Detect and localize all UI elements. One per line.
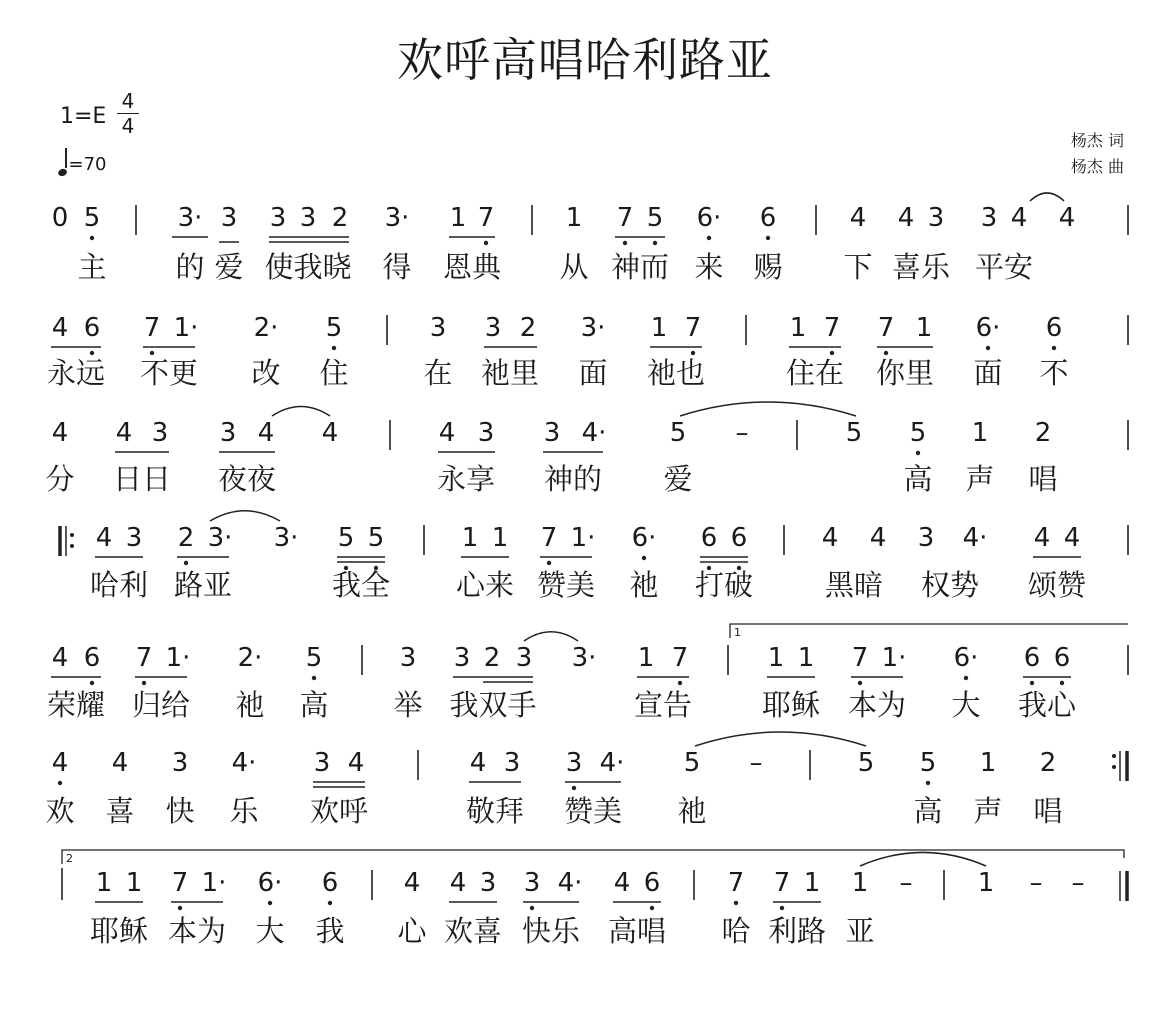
lyric: 不 xyxy=(1039,356,1069,390)
note: 3 xyxy=(503,748,521,778)
note: 3 xyxy=(515,643,533,673)
octave-dot xyxy=(678,681,682,685)
volta-1-label: 1 xyxy=(734,626,741,639)
note: 1· xyxy=(201,868,227,898)
note: 2 xyxy=(177,523,195,553)
note: 2· xyxy=(253,313,279,343)
lyric: 本为 xyxy=(167,914,227,948)
lyric: 我双手 xyxy=(449,688,537,722)
time-signature-top: 4 xyxy=(121,89,135,113)
note: 6 xyxy=(321,868,339,898)
note: 2 xyxy=(331,203,349,233)
note: – xyxy=(749,748,763,778)
note: 4 xyxy=(51,643,69,673)
note: 1 xyxy=(915,313,933,343)
lyric: 从 xyxy=(559,250,589,284)
octave-dot xyxy=(90,236,94,240)
note: 0 xyxy=(51,203,69,233)
lyric: 祂 xyxy=(677,794,707,828)
note: 4 xyxy=(115,418,133,448)
volta-2-label: 2 xyxy=(66,852,73,865)
lyric: 亚 xyxy=(845,914,875,948)
note: 6 xyxy=(1045,313,1063,343)
octave-dot xyxy=(707,236,711,240)
lyric: 我全 xyxy=(331,568,391,602)
lyric: 打破 xyxy=(694,568,754,602)
lyric: 声 xyxy=(973,794,1003,828)
note: 3 xyxy=(484,313,502,343)
note: 1· xyxy=(881,643,907,673)
octave-dot xyxy=(916,451,920,455)
note: 3 xyxy=(980,203,998,233)
lyric: 宣告 xyxy=(633,688,693,722)
key-signature: 1=E xyxy=(60,104,107,129)
octave-dot xyxy=(986,346,990,350)
octave-dot xyxy=(332,346,336,350)
lyric: 我心 xyxy=(1017,688,1077,722)
lyric: 永远 xyxy=(46,356,106,390)
note: 3 xyxy=(565,748,583,778)
note: 2 xyxy=(519,313,537,343)
lyric: 改 xyxy=(251,356,281,390)
song-title: 欢呼高唱哈利路亚 xyxy=(397,33,773,87)
note: 3 xyxy=(477,418,495,448)
lyric: 乐 xyxy=(229,794,259,828)
lyric: 快 xyxy=(165,794,195,828)
octave-dot xyxy=(650,906,654,910)
octave-dot xyxy=(58,781,62,785)
note: 1· xyxy=(165,643,191,673)
lyric: 本为 xyxy=(847,688,907,722)
note: 1 xyxy=(637,643,655,673)
note: 6 xyxy=(643,868,661,898)
note: 5 xyxy=(683,748,701,778)
lyric: 喜 xyxy=(105,794,135,828)
note: 4 xyxy=(869,523,887,553)
note: 1 xyxy=(125,868,143,898)
note: 4 xyxy=(897,203,915,233)
octave-dot xyxy=(926,781,930,785)
note: 4 xyxy=(257,418,275,448)
octave-dot xyxy=(766,236,770,240)
note: 6 xyxy=(83,643,101,673)
note: 7 xyxy=(684,313,702,343)
lyric: 权势 xyxy=(920,568,980,602)
note: 1· xyxy=(173,313,199,343)
lyric: 爱 xyxy=(663,462,693,496)
lyric: 欢 xyxy=(45,794,75,828)
note: 4· xyxy=(581,418,607,448)
note: 3 xyxy=(269,203,287,233)
note: 3 xyxy=(479,868,497,898)
note: 4 xyxy=(469,748,487,778)
note: 6 xyxy=(83,313,101,343)
note: 7 xyxy=(477,203,495,233)
octave-dot xyxy=(691,351,695,355)
lyric: 心来 xyxy=(455,568,515,602)
lyric: 得 xyxy=(382,250,412,284)
octave-dot xyxy=(830,351,834,355)
note: 6 xyxy=(700,523,718,553)
repeat-dot xyxy=(70,533,74,537)
note: 4 xyxy=(449,868,467,898)
note: 5 xyxy=(919,748,937,778)
note: 1 xyxy=(95,868,113,898)
lyric: 来 xyxy=(694,250,724,284)
note: 4 xyxy=(1033,523,1051,553)
octave-dot xyxy=(964,676,968,680)
lyric: 声 xyxy=(965,462,995,496)
note: – xyxy=(899,868,913,898)
lyric: 住 xyxy=(319,356,349,390)
note: 6· xyxy=(975,313,1001,343)
note: 3· xyxy=(580,313,606,343)
note: 3 xyxy=(125,523,143,553)
note: 4 xyxy=(438,418,456,448)
lyric: 高 xyxy=(913,794,943,828)
octave-dot xyxy=(858,681,862,685)
lyric: 祂 xyxy=(629,568,659,602)
lyric: 永享 xyxy=(436,462,496,496)
lyric: 赐 xyxy=(753,250,783,284)
lyric: 耶稣 xyxy=(89,914,149,948)
note: – xyxy=(1029,868,1043,898)
note: 3 xyxy=(219,418,237,448)
note: 3 xyxy=(523,868,541,898)
note: 4 xyxy=(51,313,69,343)
note: 7 xyxy=(540,523,558,553)
note: 5 xyxy=(669,418,687,448)
note: 4 xyxy=(1058,203,1076,233)
octave-dot xyxy=(312,676,316,680)
octave-dot xyxy=(572,786,576,790)
tie-slur xyxy=(680,402,856,416)
lyric: 唱 xyxy=(1033,794,1063,828)
note: 3 xyxy=(543,418,561,448)
note: 6· xyxy=(631,523,657,553)
lyric: 面 xyxy=(973,356,1003,390)
note: 4 xyxy=(51,418,69,448)
note: 1 xyxy=(803,868,821,898)
note: 6· xyxy=(696,203,722,233)
note: 4· xyxy=(557,868,583,898)
lyric: 黑暗 xyxy=(824,568,884,602)
lyric: 快乐 xyxy=(521,914,581,948)
note: 1 xyxy=(977,868,995,898)
note: 1 xyxy=(491,523,509,553)
lyric: 祂也 xyxy=(646,356,706,390)
octave-dot xyxy=(150,351,154,355)
lyric: 欢呼 xyxy=(309,794,369,828)
note: 7 xyxy=(823,313,841,343)
note: 2 xyxy=(483,643,501,673)
note: 7 xyxy=(143,313,161,343)
note: 4· xyxy=(962,523,988,553)
note: 5 xyxy=(857,748,875,778)
note: 5 xyxy=(646,203,664,233)
note: 1 xyxy=(565,203,583,233)
lyric: 赞美 xyxy=(536,568,596,602)
note: 7 xyxy=(135,643,153,673)
note: 2 xyxy=(1039,748,1057,778)
lyric: 心 xyxy=(397,914,427,948)
lyric: 不更 xyxy=(139,356,199,390)
tie-slur xyxy=(524,632,578,641)
note: 6 xyxy=(1023,643,1041,673)
note: 7 xyxy=(877,313,895,343)
octave-dot xyxy=(530,906,534,910)
note: 7 xyxy=(171,868,189,898)
note: 3 xyxy=(220,203,238,233)
composer-credit: 杨杰 曲 xyxy=(1070,157,1124,176)
lyric: 你里 xyxy=(875,356,935,390)
tie-slur xyxy=(210,511,280,521)
lyric: 平安 xyxy=(974,250,1034,284)
note: 3· xyxy=(384,203,410,233)
lyric: 在 xyxy=(423,356,453,390)
note: 4 xyxy=(111,748,129,778)
lyric: 大 xyxy=(255,914,285,948)
lyric: 大 xyxy=(951,688,981,722)
note: 4 xyxy=(403,868,421,898)
note: 7 xyxy=(671,643,689,673)
note: 1 xyxy=(797,643,815,673)
note: 2 xyxy=(1034,418,1052,448)
note: 4 xyxy=(821,523,839,553)
octave-dot xyxy=(653,241,657,245)
note: 4· xyxy=(231,748,257,778)
lyric: 祂里 xyxy=(480,356,540,390)
tie-slur xyxy=(695,732,866,746)
note: 1 xyxy=(851,868,869,898)
note: 4 xyxy=(95,523,113,553)
lyric: 颂赞 xyxy=(1027,568,1087,602)
note: 5 xyxy=(337,523,355,553)
note: 3· xyxy=(177,203,203,233)
note: 1 xyxy=(979,748,997,778)
octave-dot xyxy=(623,241,627,245)
volta-2-bracket xyxy=(62,850,1124,864)
tie-slur xyxy=(860,852,986,866)
note: 3 xyxy=(917,523,935,553)
lyricist-credit: 杨杰 词 xyxy=(1070,131,1124,150)
lyric: 高唱 xyxy=(607,914,667,948)
note: 3· xyxy=(207,523,233,553)
note: 1 xyxy=(650,313,668,343)
note: 1· xyxy=(570,523,596,553)
note: 3 xyxy=(313,748,331,778)
tempo-value: =70 xyxy=(68,154,107,175)
octave-dot xyxy=(780,906,784,910)
note: 3 xyxy=(429,313,447,343)
note: 6· xyxy=(953,643,979,673)
lyric: 使我晓 xyxy=(264,250,352,284)
note: 4· xyxy=(599,748,625,778)
repeat-dot xyxy=(1112,765,1116,769)
note: 5 xyxy=(367,523,385,553)
note: 7 xyxy=(851,643,869,673)
note: 1 xyxy=(449,203,467,233)
note: 6· xyxy=(257,868,283,898)
octave-dot xyxy=(1030,681,1034,685)
lyric: 高 xyxy=(903,462,933,496)
octave-dot xyxy=(642,556,646,560)
lyric: 神而 xyxy=(610,250,670,284)
lyric: 夜夜 xyxy=(217,462,277,496)
note: 3· xyxy=(273,523,299,553)
note: 1 xyxy=(461,523,479,553)
note: 5 xyxy=(83,203,101,233)
octave-dot xyxy=(328,901,332,905)
note: 3 xyxy=(151,418,169,448)
repeat-dot xyxy=(70,544,74,548)
note: 1 xyxy=(971,418,989,448)
lyric: 住在 xyxy=(785,356,845,390)
octave-dot xyxy=(1060,681,1064,685)
lyric: 我 xyxy=(315,914,345,948)
note: 5 xyxy=(305,643,323,673)
lyric: 分 xyxy=(45,462,75,496)
tie-slur xyxy=(272,407,330,416)
lyric: 耶稣 xyxy=(761,688,821,722)
lyric: 下 xyxy=(843,250,873,284)
lyric: 举 xyxy=(393,688,423,722)
octave-dot xyxy=(547,561,551,565)
note: 5 xyxy=(845,418,863,448)
note: 3 xyxy=(927,203,945,233)
time-signature-bottom: 4 xyxy=(121,114,135,138)
note: 4 xyxy=(1063,523,1081,553)
octave-dot xyxy=(90,681,94,685)
note: 1 xyxy=(789,313,807,343)
octave-dot xyxy=(90,351,94,355)
lyric: 唱 xyxy=(1028,462,1058,496)
tie-slur xyxy=(1030,193,1064,201)
octave-dot xyxy=(734,901,738,905)
note: 1 xyxy=(767,643,785,673)
note: 6 xyxy=(759,203,777,233)
lyric: 的 xyxy=(175,250,205,284)
note: 3 xyxy=(299,203,317,233)
lyric: 利路 xyxy=(767,914,827,948)
note: 6 xyxy=(730,523,748,553)
octave-dot xyxy=(268,901,272,905)
note: 7 xyxy=(727,868,745,898)
note: 4 xyxy=(347,748,365,778)
octave-dot xyxy=(142,681,146,685)
lyric: 日日 xyxy=(112,462,172,496)
note: 4 xyxy=(321,418,339,448)
note: 3 xyxy=(453,643,471,673)
lyric: 荣耀 xyxy=(46,688,106,722)
lyric: 敬拜 xyxy=(465,794,525,828)
note: – xyxy=(735,418,749,448)
octave-dot xyxy=(1052,346,1056,350)
octave-dot xyxy=(884,351,888,355)
note: 3 xyxy=(171,748,189,778)
octave-dot xyxy=(484,241,488,245)
note: 5 xyxy=(909,418,927,448)
note: 6 xyxy=(1053,643,1071,673)
note: 3· xyxy=(571,643,597,673)
lyric: 喜乐 xyxy=(891,250,951,284)
lyric: 神的 xyxy=(543,462,603,496)
lyric: 爱 xyxy=(214,250,244,284)
note: 7 xyxy=(616,203,634,233)
note: 3 xyxy=(399,643,417,673)
note: 4 xyxy=(613,868,631,898)
note: 4 xyxy=(51,748,69,778)
note: 4 xyxy=(1010,203,1028,233)
note: 7 xyxy=(773,868,791,898)
note: 5 xyxy=(325,313,343,343)
lyric: 恩典 xyxy=(442,250,502,284)
volta-1-bracket xyxy=(730,624,1128,638)
note: 2· xyxy=(237,643,263,673)
lyric: 祂 xyxy=(235,688,265,722)
lyric: 哈利 xyxy=(89,568,149,602)
octave-dot xyxy=(178,906,182,910)
note: 4 xyxy=(849,203,867,233)
lyric: 哈 xyxy=(721,914,751,948)
lyric: 面 xyxy=(578,356,608,390)
lyric: 主 xyxy=(77,250,107,284)
lyric: 欢喜 xyxy=(443,914,503,948)
lyric: 归给 xyxy=(131,688,191,722)
note: – xyxy=(1071,868,1085,898)
lyric: 赞美 xyxy=(563,794,623,828)
repeat-dot xyxy=(1112,754,1116,758)
lyric: 高 xyxy=(299,688,329,722)
lyric: 路亚 xyxy=(173,568,233,602)
octave-dot xyxy=(184,561,188,565)
